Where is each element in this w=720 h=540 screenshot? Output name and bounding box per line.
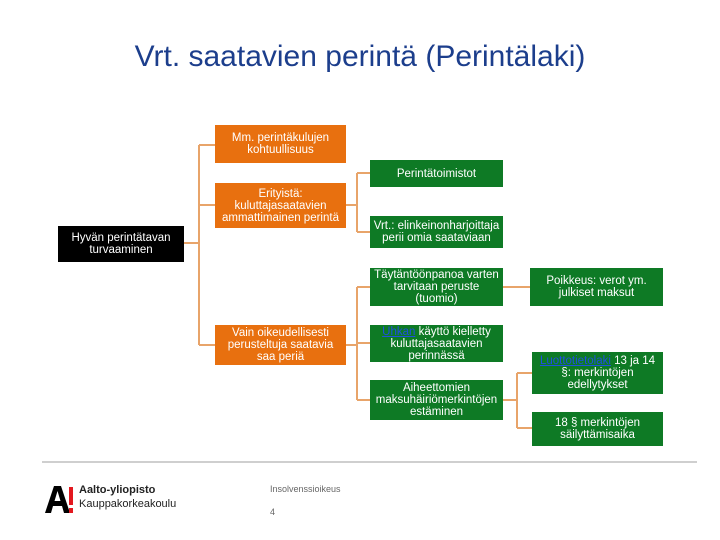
footer-divider (42, 461, 697, 463)
aalto-logo-icon (44, 484, 74, 514)
box-label: Perintätoimistot (396, 167, 477, 180)
page-number: 4 (270, 507, 276, 517)
box-taytantoonpano (370, 268, 503, 306)
box-label: Mm. perintäkulujen kohtuullisuus (231, 132, 330, 156)
box-luottotietolaki (532, 352, 663, 394)
logo-subtitle: Kauppakorkeakoulu (79, 498, 177, 510)
luottotietolaki-link[interactable]: Luottotietolaki (539, 355, 611, 367)
box-erityista (215, 183, 346, 228)
luottotietolaki-text: 13 ja 14 §: merkintöjen edellytykset (561, 355, 656, 391)
box-label: Poikkeus: verot ym. julkiset maksut (546, 275, 647, 299)
box-label: 18 § merkintöjen säilyttämisaika (554, 417, 641, 441)
box-label: Erityistä: kuluttajasaatavien ammattimainen perintä (222, 187, 339, 224)
box-hyvan-perintatavan (58, 226, 184, 262)
slide-title: Vrt. saatavien perintä (Perintälaki) (134, 40, 586, 73)
box-elinkeinonharjoittaja (370, 216, 503, 248)
footer-author: Insolvenssioikeus (270, 484, 341, 494)
logo-name: Aalto-yliopisto (79, 484, 156, 496)
box-poikkeus (530, 268, 663, 306)
box-label (535, 355, 660, 391)
box-perintakulut (215, 125, 346, 163)
box-18-pykala (532, 412, 663, 446)
box-label: Aiheettomien maksuhäiriömerkintöjen estäminen (375, 382, 498, 418)
box-vain-oikeudellisesti (215, 325, 346, 365)
box-perintatoimistot (370, 160, 503, 187)
box-label: Hyvän perintätavan turvaaminen (71, 232, 171, 256)
box-label (373, 326, 500, 362)
uhkan-text: käyttö kielletty kuluttajasaatavien perinnässä (390, 325, 491, 362)
box-label: Täytäntöönpanoa varten tarvitaan peruste (tuomio) (374, 269, 499, 305)
box-label: Vrt.: elinkeinonharjoittaja perii omia saataviaan (373, 220, 500, 244)
box-uhkan-kaytto (370, 325, 503, 362)
box-aiheettomien (370, 380, 503, 420)
uhkan-link[interactable]: Uhkan (382, 325, 416, 338)
box-label: Vain oikeudellisesti perusteltuja saatavia saa periä (227, 327, 334, 363)
